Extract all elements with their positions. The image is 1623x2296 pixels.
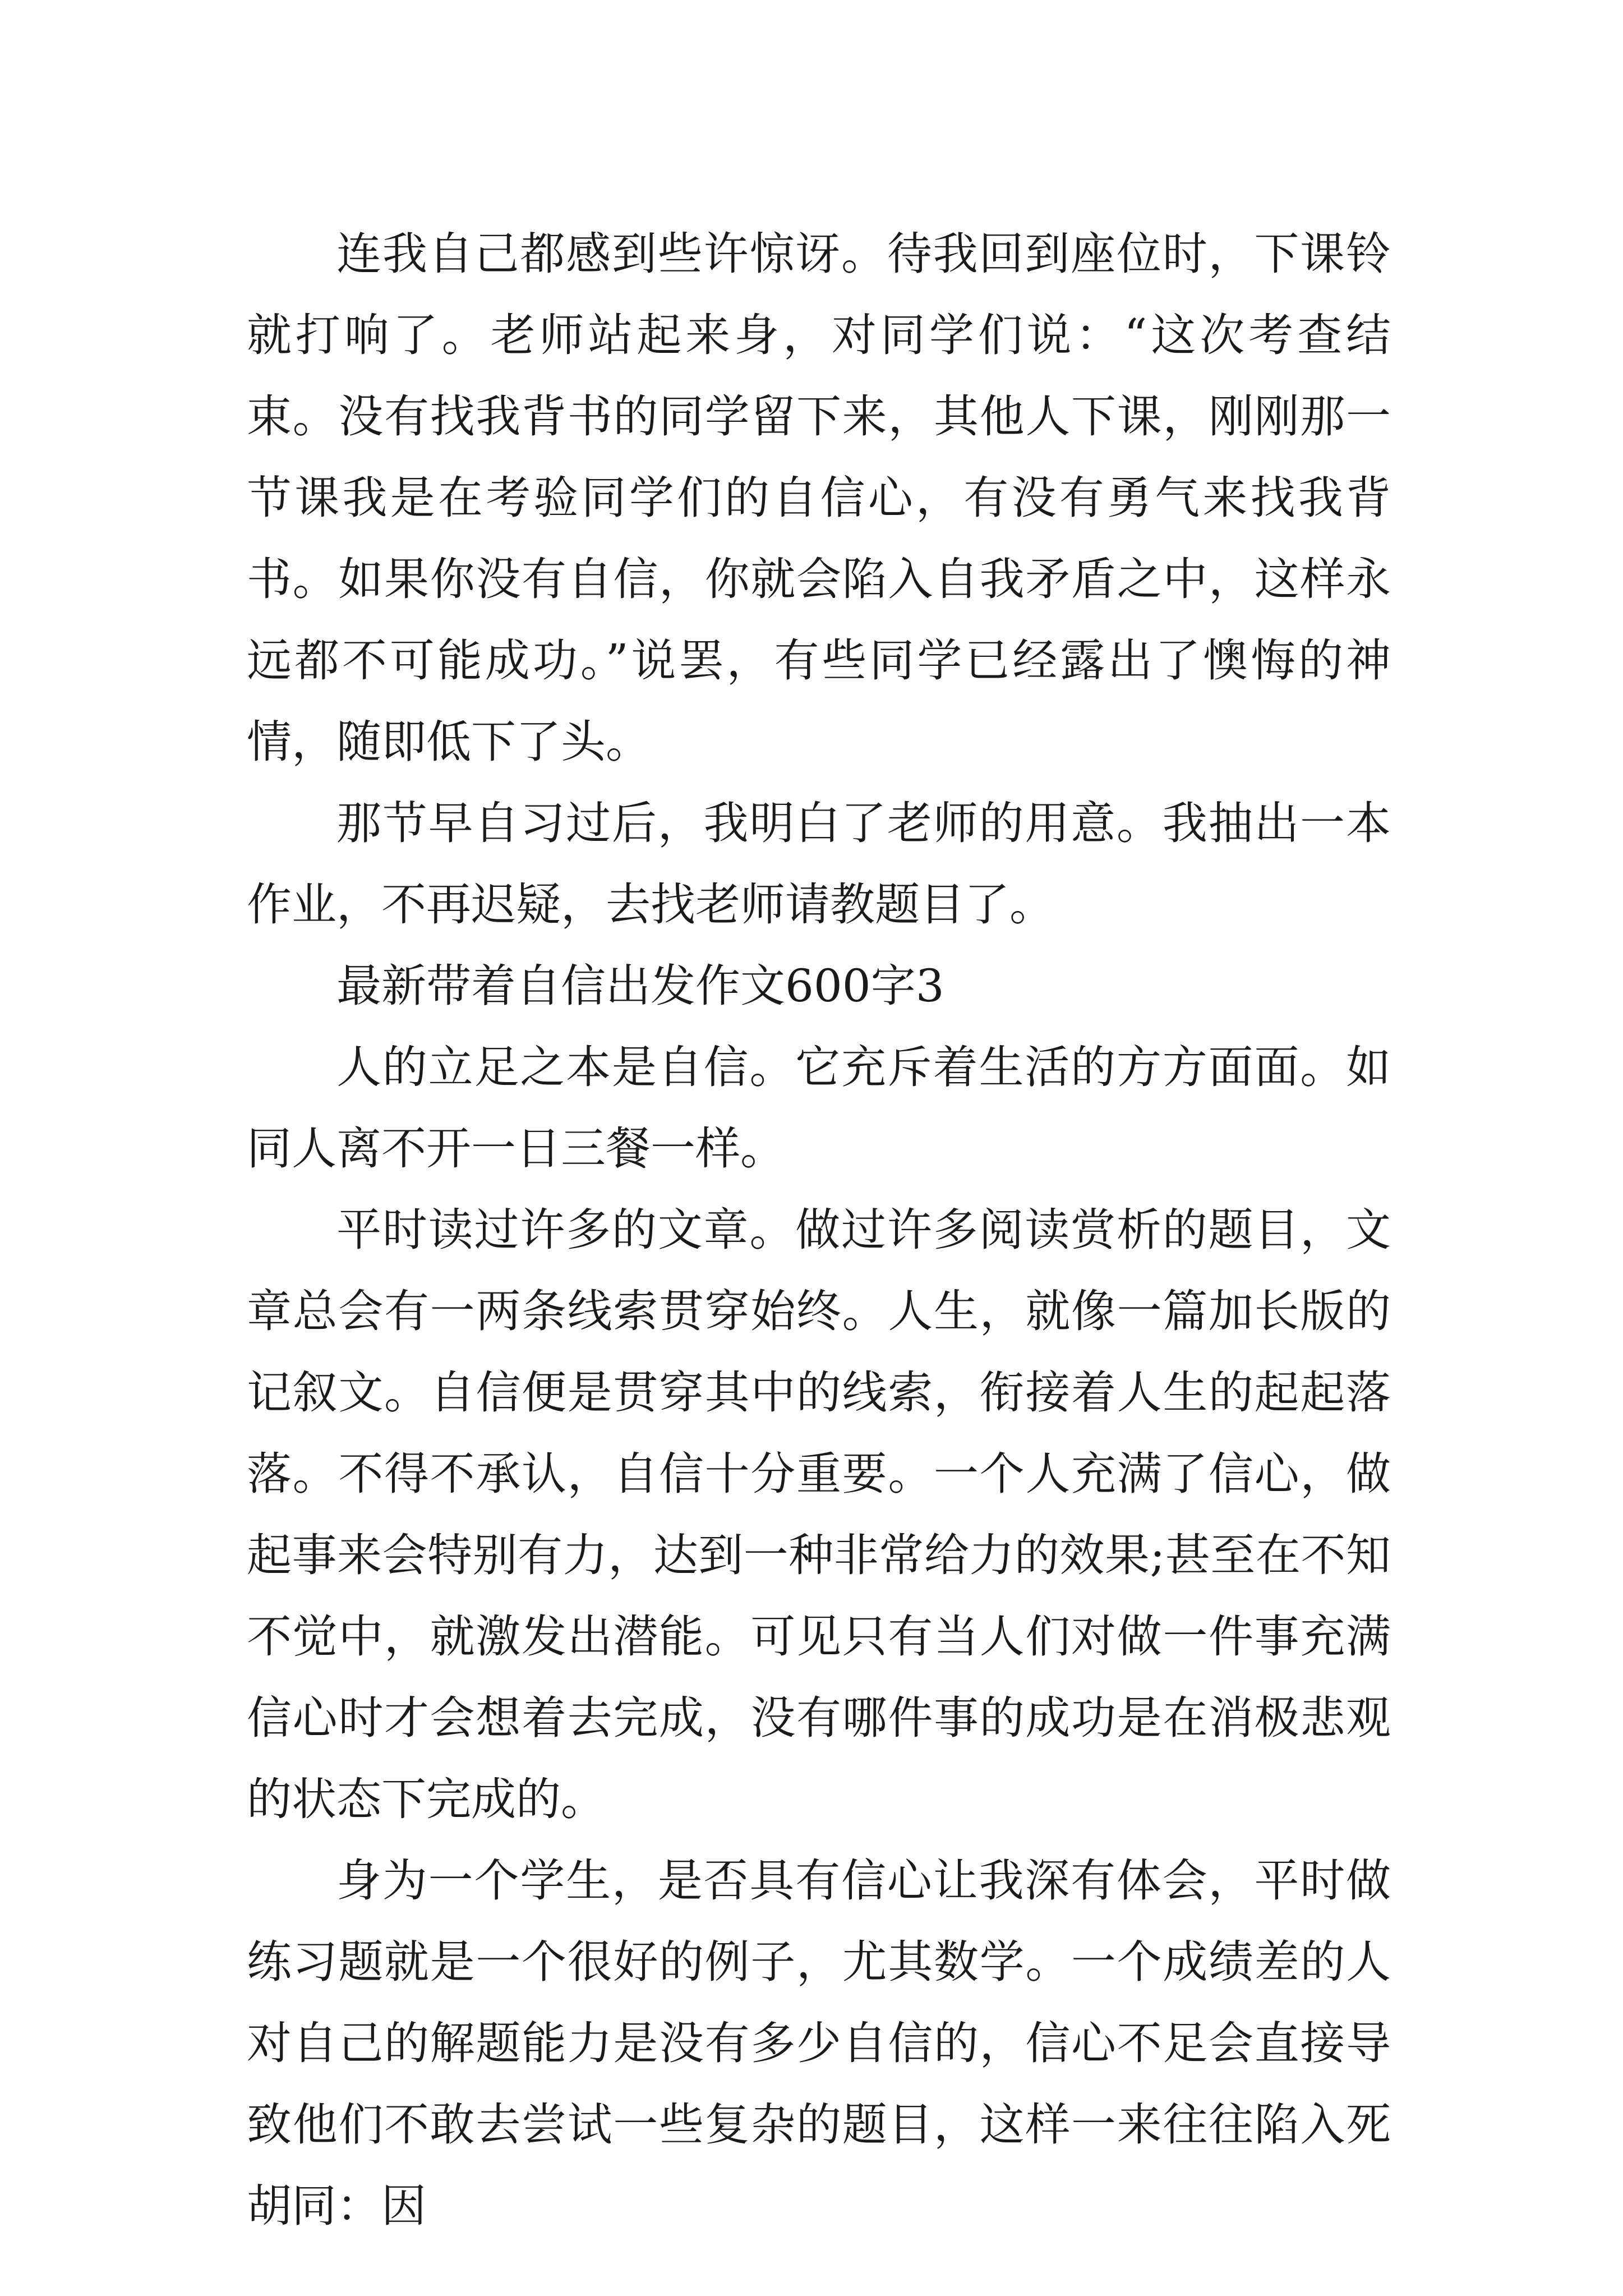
document-body [247,213,1391,2247]
essay-heading: 最新带着自信出发作文600字3 [336,960,944,1012]
paragraph-foundation: 人的立足之本是自信。它充斥着生活的方方面面。如同人离不开一日三餐一样。 [247,1041,1391,1175]
paragraph-continuation: 连我自己都感到些许惊讶。待我回到座位时，下课铃就打响了。老师站起来身，对同学们说：“这次考查结束。没有找我背书的同学留下来，其他人下课，刚刚那一节课我是在考验同学们的自信心，有没有勇气来找我背书。如果你没有自信，你就会陷入自我矛盾之中，这样永远都不可能成功。”说罢，有些同学已经露出了懊悔的神情，随即低下了头。 [247,228,1391,768]
paragraph-reading: 平时读过许多的文章。做过许多阅读赏析的题目，文章总会有一两条线索贯穿始终。人生，就像一篇加长版的记叙文。自信便是贯穿其中的线索，衔接着人生的起起落落。不得不承认，自信十分重要。一个人充满了信心，做起事来会特别有力，达到一种非常给力的效果;甚至在不知不觉中，就激发出潜能。可见只有当人们对做一件事充满信心时才会想着去完成，没有哪件事的成功是在消极悲观的状态下完成的。 [247,1204,1391,1825]
paragraph-student: 身为一个学生，是否具有信心让我深有体会，平时做练习题就是一个很好的例子，尤其数学。一个成绩差的人对自己的解题能力是没有多少自信的，信心不足会直接导致他们不敢去尝试一些复杂的题目，这样一来往往陷入死胡同：因 [247,1855,1391,2232]
paragraph-realization: 那节早自习过后，我明白了老师的用意。我抽出一本作业，不再迟疑，去找老师请教题目了。 [247,797,1391,931]
